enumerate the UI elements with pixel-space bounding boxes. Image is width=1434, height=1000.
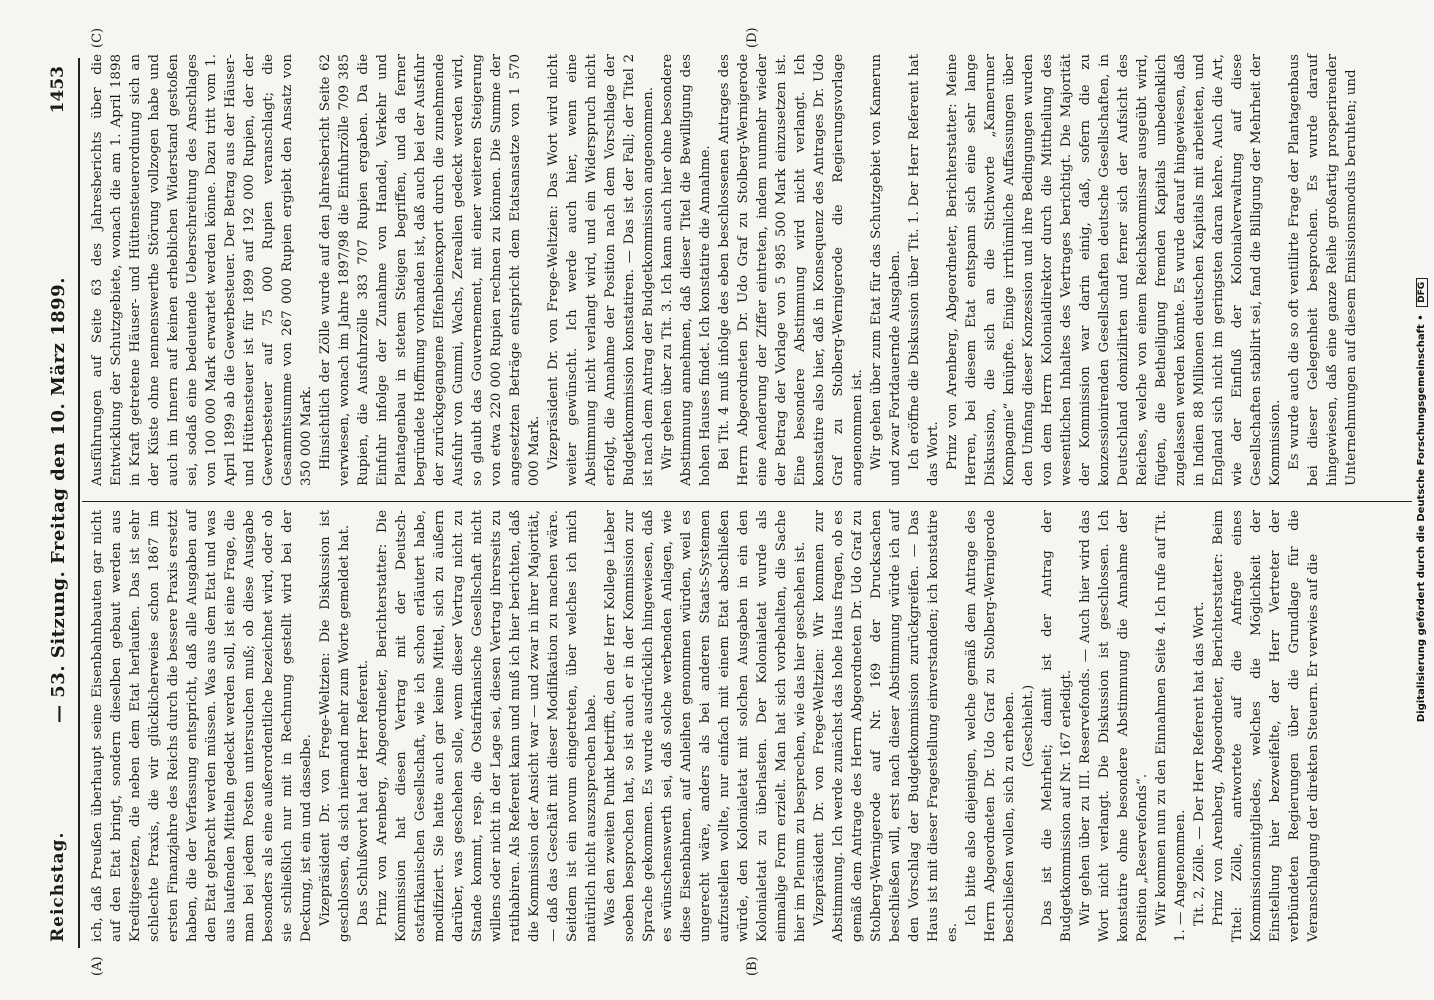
paragraph: Ausführungen auf Seite 63 des Jahresberichts über die Entwicklung der Schutzgebiete, wonach die am 1. April 1898 in Kraft getretene Häuser- und Hüttensteuerordnung sich an der Küste ohne nennenswerthe Störung vollzogen habe und auch im Innern auf keinen erheblichen Widerstand gestoßen sei, sodaß eine bedeutende Ueberschreitung des Anschlages von 100 000 Mark erwartet werden könne. Dazu tritt vom 1. April 1899 ab die Gewerbesteuer. Der Betrag aus der Häuser- und Hüttensteuer ist für 1899 auf 192 000 Rupien, der der Gewerbesteuer auf 75 000 Rupien veranschlagt; die Gesammtsumme von 267 000 Rupien ergiebt den Ansatz von 350 000 Mark.	[90, 54, 314, 486]
paragraph: Prinz von Arenberg, Abgeordneter, Berichterstatter: Beim Titel: Zölle, antwortete auf die Anfrage eines Kommissionsmitgliedes, welches die Möglichkeit der Einstellung hier bezweifelte, der Herr Vertreter der verbündeten Regierungen über die Grundlage für die Veranschlagung der direkten Steuern. Er verwies auf die	[1211, 510, 1321, 942]
margin-mark-d: (D)	[745, 27, 760, 48]
paragraph: Prinz von Arenberg, Abgeordneter, Berichterstatter: Meine Herren, bei diesem Etat entspann sich eine sehr lange Diskussion, die sich an die Stichworte „Kameruner Kompagnie“ knüpfte. Einige irrthümliche Auffassungen über den Umfang dieser Konzession und ihre Bedingungen wurden von dem Herrn Kolonialdirektor durch die Mittheilung des wesentlichen Inhaltes des Vertrages berichtigt. Die Majorität der Kommission war darin einig, daß, sofern die zu konzessionirenden Gesellschaften deutsche Gesellschaften, in Deutschland domizilirten und ferner sich der Aufsicht des Reiches, welche von einem Reichskommissar ausgeübt wird, fügten, die Betheiligung fremden Kapitals unbedenklich zugelassen werden könnte. Es wurde darauf hingewiesen, daß in Indien 88 Millionen deutschen Kapitals mit arbeiteten, und England sich nicht im geringsten daran kehre. Auch die Art, wie der Einfluß der Kolonialverwaltung auf diese Gesellschaften stabilirt sei, fand die Billigung der Mehrheit der Kommission.	[945, 54, 1283, 486]
margin-mark-c: (C)	[90, 27, 105, 48]
paragraph: ich, daß Preußen überhaupt seine Eisenbahnbauten gar nicht auf den Etat bringt, sondern dieselben gebaut werden aus Kreditgesetzen, die neben dem Etat herlaufen. Das ist sehr schlechte Praxis, die wir glücklicherweise schon 1867 im ersten Finanzjahre des Reichs durch die bessere Praxis ersetzt haben, die der Verfassung entspricht, daß alle Ausgaben auf den Etat gebracht werden müssen. Was aus dem Etat und was aus laufenden Mitteln gedeckt werden soll, ist eine Frage, die man bei jedem Posten untersuchen muß; ob diese Ausgabe besonders als eine außerordentliche bezeichnet wird, oder ob sie schließlich nur mit in Rechnung gestellt wird bei der Deckung, ist ein und dasselbe.	[90, 510, 314, 942]
paragraph: Wir kommen nun zu den Einnahmen Seite 4. Ich rufe auf Tit. 1. — Angenommen.	[1154, 510, 1188, 942]
paragraph: Vizepräsident Dr. von Frege-Weltzien: Das Wort wird nicht weiter gewünscht. Ich werde auch hier, wenn eine Abstimmung nicht verlangt wird, und ein Widerspruch nicht erfolgt, die Annahme der Position nach dem Vorschlage der Budgetkommission konstatiren. — Das ist der Fall; der Titel 2 ist nach dem Antrag der Budgetkommission angenommen.	[546, 54, 656, 486]
header-rule	[78, 58, 80, 948]
header-center: — 53. Sitzung. Freitag den 10. März 1899.	[48, 277, 69, 723]
paragraph: Vizepräsident Dr. von Frege-Weltzien: Die Diskussion ist geschlossen, da sich niemand mehr zum Worte gemeldet hat.	[318, 510, 352, 942]
column-divider	[82, 501, 1412, 502]
paragraph: Prinz von Arenberg, Abgeordneter, Berichterstatter: Die Kommission hat diesen Vertrag mit der Deutsch-ostafrikanischen Gesellschaft, wie ich schon erläutert habe, modifiziert. Sie hatte auch gar keine Mittel, sich zu äußern darüber, was geschehen solle, wenn dieser Vertrag nicht zu Stande kommt, resp. die Ostafrikanische Gesellschaft nicht willens oder nicht in der Lage sei, diesen Vertrag ihrerseits zu ratihabiren. Als Referent kann und muß ich hier berichten, daß die Kommission der Ansicht war — und zwar in ihrer Majorität, — daß das Geschäft mit dieser Modifikation zu machen wäre. Seitdem ist ein novum eingetreten, über welches ich mich natürlich nicht auszusprechen habe.	[375, 510, 599, 942]
paragraph: Das Schlußwort hat der Herr Referent.	[356, 659, 371, 926]
paragraph: Bei Tit. 4 muß infolge des eben beschlossenen Antrages des Herrn Abgeordneten Dr. Udo Graf zu Stolberg-Wernigerode eine Aenderung der Ziffer eintreten, indem nunmehr wieder der Betrag der Vorlage von 5 985 500 Mark einzusetzen ist. Eine besondere Abstimmung wird nicht verlangt. Ich konstatire also hier, daß in Konsequenz des Antrages Dr. Udo Graf zu Stolberg-Wernigerode die Regierungsvorlage angenommen ist.	[717, 54, 865, 486]
paragraph: Es wurde auch die so oft ventilirte Frage der Plantagenbaus bei dieser Gelegenheit besprochen. Es wurde darauf hingewiesen, daß eine ganze Reihe großartig prosperirender Unternehmungen auf diesem Emissionsmodus beruhten; und	[1287, 54, 1359, 486]
paragraph: Hinsichtlich der Zölle wurde auf den Jahresbericht Seite 62 verwiesen, wonach im Jahre 1897/98 die Einfuhrzölle 709 385 Rupien, die Ausfuhrzölle 383 707 Rupien ergaben. Da die Einfuhr infolge der Zunahme von Handel, Verkehr und Plantagenbau in stetem Steigen begriffen, und da ferner begründete Hoffnung vorhanden ist, daß auch bei der Ausfuhr der zurückgegangene Elfenbeinexport durch die zunehmende Ausfuhr von Gummi, Wachs, Zerealien gedeckt werden wird, so glaubt das Gouvernement, mit einer weiteren Steigerung von etwa 220 000 Rupien rechnen zu können. Die Summe der angesetzten Beträge entspricht dem Etatsansatze von 1 570 000 Mark.	[318, 54, 542, 486]
paragraph: Ich bitte also diejenigen, welche gemäß dem Antrage des Herrn Abgeordneten Dr. Udo Graf zu Stolberg-Wernigerode beschließen wollen, sich zu erheben.	[964, 510, 1017, 942]
paragraph: Tit. 2, Zölle. — Der Herr Referent hat das Wort.	[1192, 601, 1207, 926]
right-column	[88, 54, 1361, 486]
paragraph: Wir gehen über zu Tit. 3. Ich kann auch hier ohne besondere Abstimmung annehmen, daß dieser Titel die Bewilligung des hohen Hauses findet. Ich konstatire die Annahme.	[660, 54, 713, 486]
left-column	[88, 510, 1323, 942]
digitization-credit	[1416, 0, 1428, 1000]
dfg-logo: DFG	[1416, 278, 1428, 307]
page-number: 1453	[48, 66, 68, 114]
paragraph: Was den zweiten Punkt betrifft, den der Herr Kollege Lieber soeben besprochen hat, so ist auch er in der Kommission zur Sprache gekommen. Es wurde ausdrücklich hingewiesen, daß es wünschenswerth sei, daß solche werbenden Anlagen, wie diese Eisenbahnen, auf Anleihen genommen würden, weil es ungerecht wäre, anders als bei anderen Staats-Systemen aufzustellen wollte, nur einfach mit einem Etat abschließen würde, den Kolonialetat mit solchen Ausgaben in ein den Kolonialetat zu überlasten. Der Kolonialetat wurde als einmalige Form erzielt. Man hat sich vorbehalten, die Sache hier im Plenum zu besprechen, wie das hier geschehen ist.	[603, 510, 808, 942]
paragraph: Wir gehen über zu III. Reservefonds. — Auch hier wird das Wort nicht verlangt. Die Diskussion ist geschlossen. Ich konstatire ohne besondere Abstimmung die Annahme der Position „Reservefonds“.	[1078, 510, 1150, 942]
paragraph: Das ist die Mehrheit; damit ist der Antrag der Budgetkommission auf Nr. 167 erledigt.	[1040, 510, 1074, 942]
paragraph: Wir gehen über zum Etat für das Schutzgebiet von Kamerun und zwar Fortdauernde Ausgaben.	[869, 54, 903, 486]
credit-text: Digitalisierung gefördert durch die Deutsche Forschungsgemeinschaft •	[1416, 314, 1427, 723]
paragraph: (Geschieht.)	[1021, 684, 1036, 768]
paragraph: Vizepräsident Dr. von Frege-Weltzien: Wir kommen zur Abstimmung. Ich werde zunächst das hohe Haus fragen, ob es gemäß dem Antrage des Herrn Abgeordneten Dr. Udo Graf zu Stolberg-Wernigerode auf Nr. 169 der Drucksachen beschließen will, erst nach dieser Abstimmung würde ich auf den Vorschlag der Budgetkommission zurückgreifen. — Das Haus ist mit dieser Fragestellung einverstanden; ich konstatire es.	[812, 510, 960, 942]
margin-mark-a: (A)	[90, 956, 105, 976]
page-header	[44, 0, 74, 1000]
paragraph: Ich eröffne die Diskussion über Tit. 1. Der Herr Referent hat das Wort.	[907, 54, 941, 486]
header-left: Reichstag.	[48, 831, 68, 942]
margin-mark-b: (B)	[745, 956, 760, 976]
